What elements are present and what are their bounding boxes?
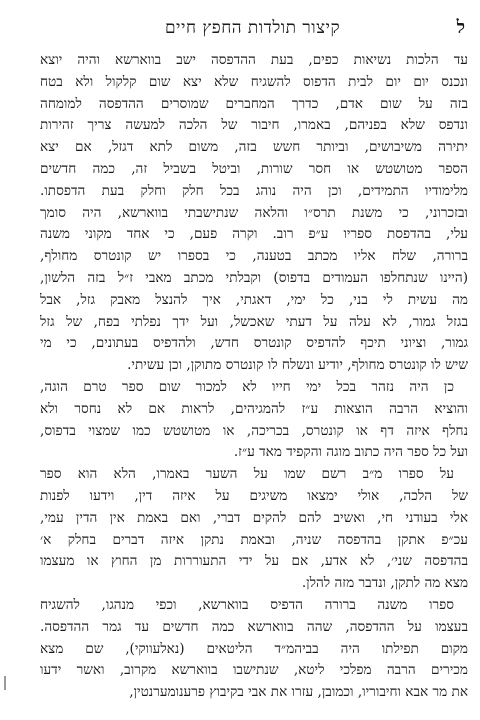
page-number: ל xyxy=(456,17,465,38)
text-line: הספר מטושטש או חסר שורות, וביטל בשביל זה, כמה חדשים xyxy=(40,160,468,177)
text-line: (היינו שנתחלפו העמודים בדפוס) וקבלתי מכתב מאבי ז״ל בזה הלשון, xyxy=(40,269,468,286)
page-header xyxy=(40,16,465,40)
text-line: מכירים הרבה מפלכי ליטא, שנתישבו בווארשא מקרוב, ואשר ידעו xyxy=(40,662,468,679)
text-line: נחלף איזה דף או קונטרס, בכריכה, או מטושטש כמו שמצוי בדפוס, xyxy=(40,422,468,439)
text-line: שיש לו קונטרס מחולף, יודיע ונשלח לו קונטרס מתוקן, וכן עשיתי. xyxy=(127,357,468,374)
text-line: עלי, בהדפסת ספריו ע״פ רוב. וקרה פעם, כי אחד מקוני משנה xyxy=(40,226,468,243)
body-text xyxy=(40,50,468,704)
running-title: קיצור תולדות החפץ חיים xyxy=(164,18,341,38)
text-line: מלימודיו התמידים, וכן היה נוהג בכל חלק וחלק בעת הדפסתו. xyxy=(40,182,468,199)
text-line: מקום תפילתו היה בביהמ״ד הליטאים (נאלעווקי), שם מצא xyxy=(40,640,468,657)
text-line: את מר אבא וחיבוריו, וכמובן, עזרו את אבי בקיבוץ פרענומערנטין, xyxy=(129,684,468,701)
text-line: ברורה, שלח אליו מכתב בטענה, כי בספרו יש קונטרס מחולף, xyxy=(40,248,468,265)
text-line: ונכנס יום יום לבית הדפוס להשגיח שלא יצא שום קלקול ולא בטח xyxy=(40,73,468,90)
paragraph xyxy=(40,464,468,595)
text-line: גמור, וציוני תיכף להדפיס קונטרס חדש, ולהדפיס בעתונים, כי מי xyxy=(40,335,468,352)
paragraph xyxy=(40,50,468,377)
text-line: ובזכרוני, כי משנת תרס״ו והלאה שנתישבתי בווארשא, היה סומך xyxy=(40,204,468,221)
text-line: יתירה משיבושים, וביותר חשש בזה, משום לתא דגזל, אם יצא xyxy=(40,139,468,156)
text-line: כן היה נזהר בכל ימי חייו לא למכור שום ספר טרם הוגה, xyxy=(40,378,454,395)
text-line: והוציא הרבה הוצאות ע״ז להמגיהים, לראות אם לא נחסר ולא xyxy=(40,400,468,417)
text-line: של הלכה, אולי ימצאו משיגים על איזה דין, וידעו לפנות xyxy=(40,487,468,504)
text-line: ונדפס שלא בפניהם, באמרו, חיבור של הלכה למעשה צריך זהירות xyxy=(40,117,468,134)
paragraph xyxy=(40,377,468,464)
text-line: מה עשית לי בני, כל ימי, דאגתי, איך להנצל מאבק גזל, אבל xyxy=(40,291,468,308)
text-line: בהדפסה שני׳, לא אדע, אם על ידי התעוררות מן החוץ או מעצמו xyxy=(40,553,468,570)
text-line: עד הלכות נשיאות כפים, בעת ההדפסה ישב בווארשא והיה יוצא xyxy=(40,52,468,68)
text-line: ספרו משנה ברורה הדפיס בווארשא, וכפי מנהגו, להשגיח xyxy=(40,596,454,613)
paragraph xyxy=(40,595,468,704)
text-line: בעצמו על ההדפסה, שהה בווארשא כמה חדשים עד גמר ההדפסה. xyxy=(40,618,468,635)
text-line: על ספרו מ״ב רשם שמו על השער באמרו, הלא הוא ספר xyxy=(40,466,454,483)
text-line: ועל כל ספר היה כתוב מוגה והקפיד מאד ע״ז. xyxy=(233,444,468,461)
text-line: אלי בעודני חי, ואשיב להם להקים דברי, ואם באמת אין הדין עמי, xyxy=(40,509,468,526)
text-line: בגזל גמור, לא עלה על דעתי שאכשל, ועל ידך נפלתי בפח, של גזל xyxy=(40,313,468,330)
text-line: מצא מה לתקן, ונדבר מזה להלן. xyxy=(301,575,468,592)
margin-mark xyxy=(4,676,6,690)
text-line: עכ״פ אתקן בהדפסה שניה, ובאמת נתקן איזה דברים בחלק א׳ xyxy=(40,531,468,548)
text-line: בזה על שום אדם, כדרך המחברים שמוסרים ההדפסה למומחה xyxy=(40,95,468,112)
